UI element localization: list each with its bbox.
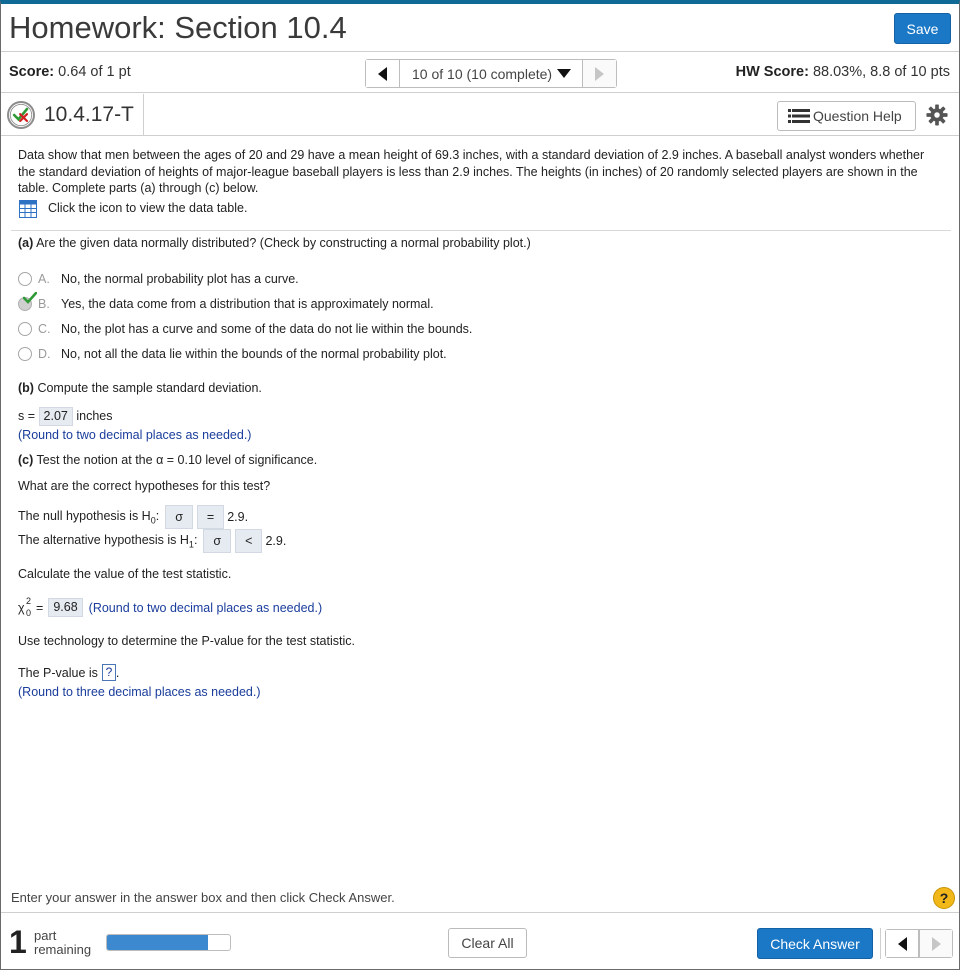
tech-instruction: Use technology to determine the P-value for the test statistic. xyxy=(18,634,355,648)
part-a-text: Are the given data normally distributed? (Check by constructing a normal probability plot.) xyxy=(33,236,531,250)
alt-value: 2.9. xyxy=(265,534,287,548)
arrow-right-icon xyxy=(932,937,941,951)
data-table-link-text: Click the icon to view the data table. xyxy=(48,201,248,216)
chevron-down-icon xyxy=(557,69,571,78)
chi-equals: = xyxy=(36,600,44,615)
option-d-letter: D. xyxy=(38,347,51,361)
previous-question-button[interactable] xyxy=(366,60,400,87)
s-unit: inches xyxy=(76,409,113,423)
s-prefix: s = xyxy=(18,409,36,423)
part-b-text: Compute the sample standard deviation. xyxy=(33,381,262,395)
option-c-letter: C. xyxy=(38,322,51,336)
progress-bar xyxy=(106,934,231,951)
alt-param-select[interactable]: σ xyxy=(203,529,231,553)
null-label: The null hypothesis is H xyxy=(18,508,151,523)
header-bar xyxy=(1,4,959,52)
question-select-dropdown[interactable] xyxy=(400,60,582,87)
alt-hypothesis-row xyxy=(18,529,286,553)
chi-letter: χ xyxy=(18,600,25,615)
save-button[interactable]: Save xyxy=(894,13,951,44)
parts-line2: remaining xyxy=(34,941,92,957)
chi-square-row xyxy=(18,595,323,618)
question-select-text: 10 of 10 (10 complete) xyxy=(412,65,553,82)
question-bar xyxy=(1,94,959,136)
score-bar xyxy=(1,53,959,93)
clear-all-button[interactable]: Clear All xyxy=(448,928,527,958)
progress-fill xyxy=(107,935,208,950)
calc-instruction: Calculate the value of the test statistic. xyxy=(18,567,232,581)
question-help-label: Question Help xyxy=(813,108,902,124)
question-help-button[interactable] xyxy=(777,101,916,131)
footer-navigator xyxy=(885,929,953,958)
footer-nav-divider xyxy=(880,928,881,959)
list-icon xyxy=(788,108,810,124)
option-d-text: No, not all the data lie within the bounds of the normal probability plot. xyxy=(61,347,447,361)
alt-operator-select[interactable]: < xyxy=(235,529,262,553)
null-hypothesis-row xyxy=(18,505,248,529)
data-table-icon[interactable] xyxy=(19,200,37,218)
score xyxy=(9,64,131,80)
pvalue-row xyxy=(18,664,119,681)
hw-score xyxy=(736,64,950,80)
score-value: 0.64 of 1 pt xyxy=(54,64,131,80)
part-c-label: (c) xyxy=(18,453,34,467)
option-a-text: No, the normal probability plot has a curve. xyxy=(61,272,299,286)
part-a-question xyxy=(18,236,531,250)
help-icon[interactable]: ? xyxy=(933,887,955,909)
chi-symbol xyxy=(18,595,34,618)
part-c-text-pre: Test the notion at the xyxy=(33,453,157,467)
question-intro: Data show that men between the ages of 20 and 29 have a mean height of 69.3 inches, with a standard deviation of 2.9 inches. A baseball analyst wonders whether the standard deviation of heights of major-league baseball players is less than 2.9 inches. The heights (in inches) of 20 randomly selected players are shown in the table. Complete parts (a) through (c) below. xyxy=(18,148,925,195)
hypotheses-question: What are the correct hypotheses for this test? xyxy=(18,479,271,493)
pvalue-hint: (Round to three decimal places as needed.) xyxy=(18,685,261,699)
null-operator-select[interactable]: = xyxy=(197,505,224,529)
pvalue-answer-box[interactable]: ? xyxy=(102,664,116,681)
footer-next-button[interactable] xyxy=(919,930,952,957)
footer-previous-button[interactable] xyxy=(886,930,919,957)
pvalue-period: . xyxy=(115,665,120,680)
null-sub: 0 xyxy=(150,515,156,526)
alt-sub: 1 xyxy=(188,539,194,550)
s-answer-box[interactable]: 2.07 xyxy=(39,407,73,426)
hw-score-value: 88.03%, 8.8 of 10 pts xyxy=(808,64,950,80)
part-b-label: (b) xyxy=(18,381,34,395)
pvalue-label: The P-value is xyxy=(18,665,98,680)
option-a[interactable] xyxy=(18,272,299,286)
chi-answer-box[interactable]: 9.68 xyxy=(48,598,82,617)
chi-sub: 0 xyxy=(26,607,32,618)
divider xyxy=(143,94,144,136)
page-title: Homework: Section 10.4 xyxy=(9,10,347,45)
score-label: Score: xyxy=(9,64,55,80)
partial-credit-icon xyxy=(7,101,35,129)
question-navigator xyxy=(365,59,617,88)
s-hint: (Round to two decimal places as needed.) xyxy=(18,428,252,442)
part-a-label: (a) xyxy=(18,236,34,250)
chi-hint: (Round to two decimal places as needed.) xyxy=(88,600,323,615)
part-c-question xyxy=(18,453,317,467)
option-c[interactable] xyxy=(18,322,472,336)
chi-sup: 2 xyxy=(26,595,32,606)
part-c-text-post: = 0.10 level of significance. xyxy=(163,453,318,467)
parts-remaining-text xyxy=(34,929,91,956)
alt-label: The alternative hypothesis is H xyxy=(18,532,189,547)
next-question-button[interactable] xyxy=(582,60,616,87)
null-param-select[interactable]: σ xyxy=(165,505,193,529)
hw-score-label: HW Score: xyxy=(735,64,809,80)
alt-text: The alternative hypothesis is $H_1$: xyxy=(18,532,198,550)
arrow-left-icon xyxy=(378,67,387,81)
option-b-letter: B. xyxy=(38,297,50,311)
option-d[interactable] xyxy=(18,347,447,361)
part-b-question xyxy=(18,381,262,395)
gear-icon[interactable] xyxy=(926,104,948,126)
check-answer-button[interactable]: Check Answer xyxy=(757,928,873,959)
radio-a[interactable] xyxy=(18,272,32,286)
parts-remaining-count: 1 xyxy=(9,924,27,960)
footer-divider xyxy=(1,912,959,913)
s-answer-row xyxy=(18,407,112,426)
option-c-text: No, the plot has a curve and some of the data do not lie within the bounds. xyxy=(61,322,473,336)
question-id: 10.4.17-T xyxy=(44,103,134,126)
radio-d[interactable] xyxy=(18,347,32,361)
instruction-message: Enter your answer in the answer box and then click Check Answer. xyxy=(11,890,395,905)
arrow-left-icon xyxy=(898,937,907,951)
option-b-text: Yes, the data come from a distribution that is approximately normal. xyxy=(61,297,434,311)
radio-c[interactable] xyxy=(18,322,32,336)
separator xyxy=(11,230,951,231)
question-content xyxy=(18,147,943,218)
checkmark-icon xyxy=(23,292,37,304)
option-b[interactable] xyxy=(18,297,434,311)
data-table-link[interactable] xyxy=(18,200,943,218)
option-a-letter: A. xyxy=(38,272,50,286)
alpha-symbol: α xyxy=(156,453,164,467)
null-text: The null hypothesis is $H_0$: xyxy=(18,508,160,526)
arrow-right-icon xyxy=(595,67,604,81)
parts-line1: part xyxy=(34,928,57,943)
radio-b[interactable] xyxy=(18,297,32,311)
null-value: 2.9. xyxy=(227,510,249,524)
